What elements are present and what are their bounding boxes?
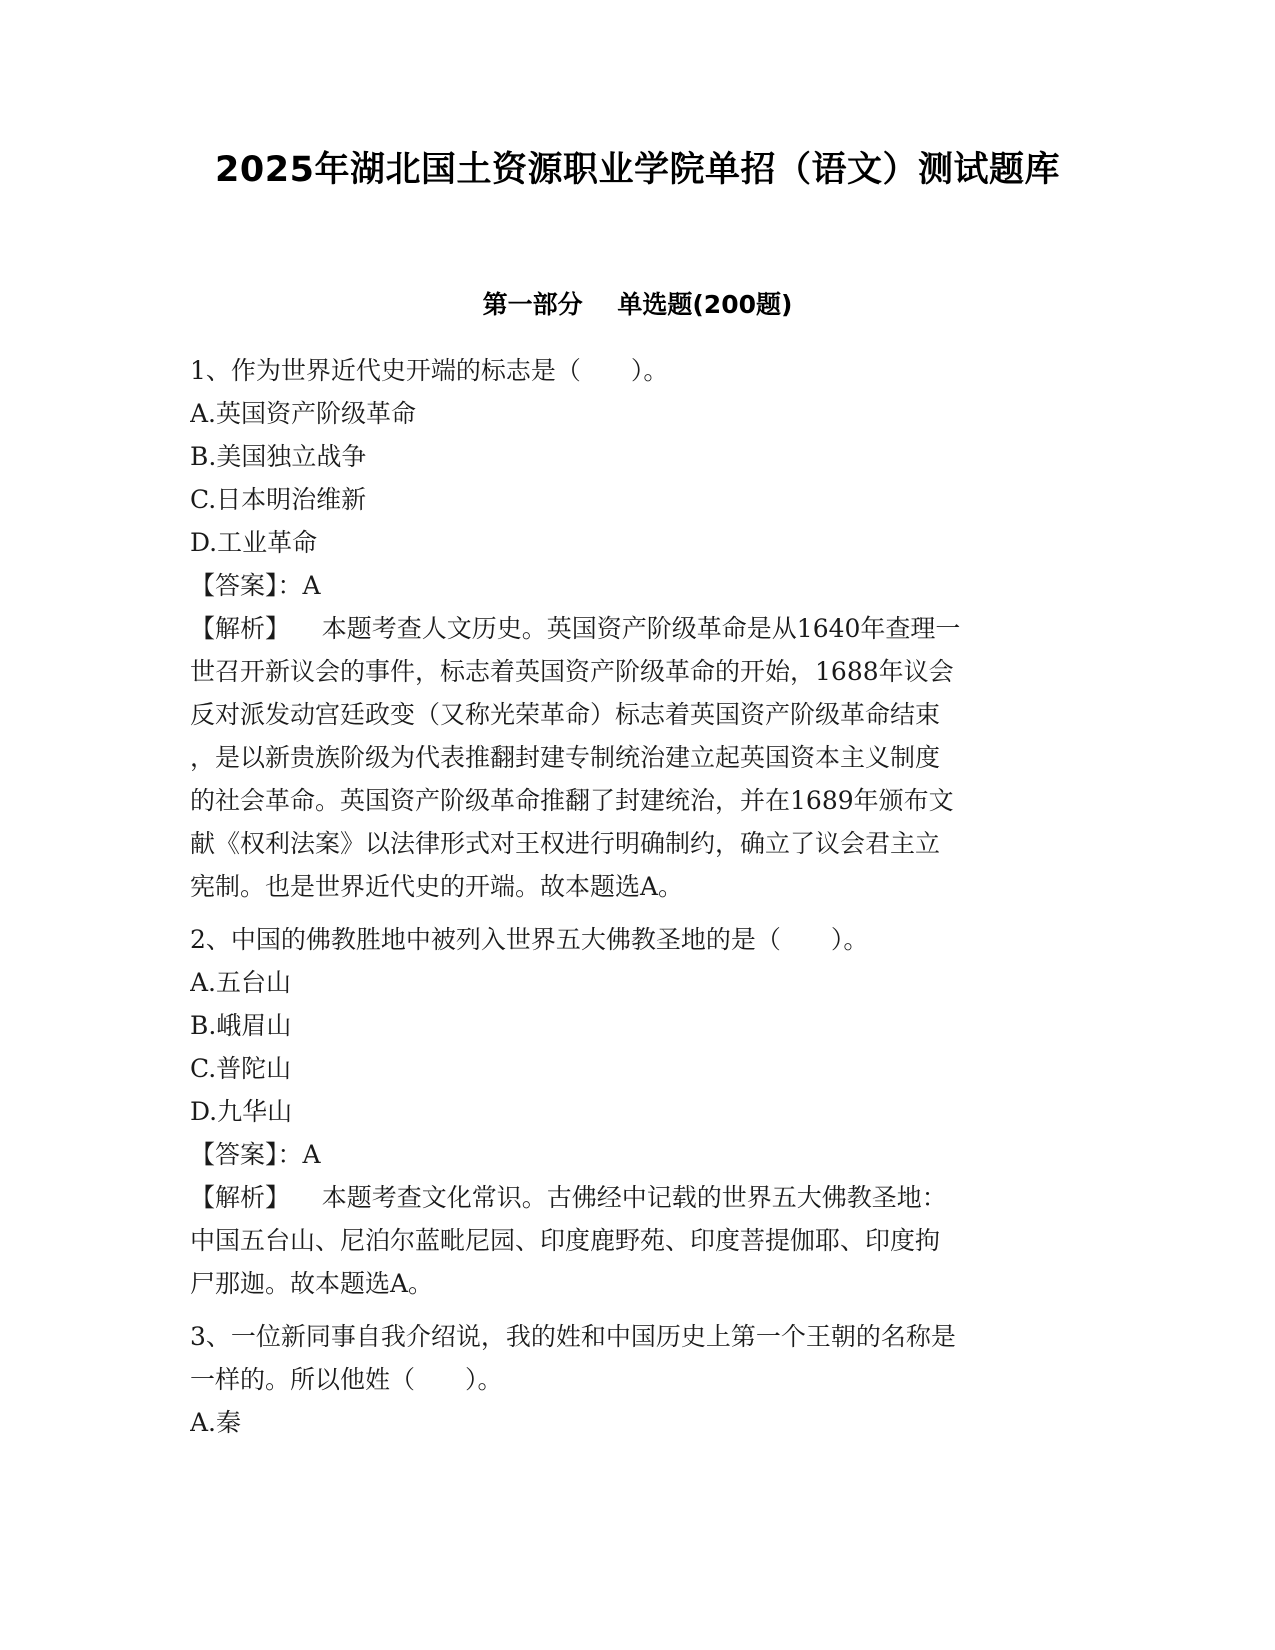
option-a: A.秦 [190, 1408, 242, 1437]
question-list [190, 349, 1085, 1444]
option-b: B.美国独立战争 [190, 442, 367, 471]
explanation-text: 本题考查文化常识。古佛经中记载的世界五大佛教圣地： [290, 1183, 947, 1212]
answer-value: ：A [277, 1140, 321, 1169]
option-a: A.英国资产阶级革命 [190, 399, 417, 428]
answer-value: ：A [277, 571, 321, 600]
answer-line [190, 564, 1085, 607]
answer-label: 【答案】 [190, 571, 278, 600]
explanation-text: 世召开新议会的事件，标志着英国资产阶级革命的开始，1688年议会 [190, 657, 954, 686]
explanation-text: 献《权利法案》以法律形式对王权进行明确制约，确立了议会君主立 [190, 829, 941, 858]
question-2 [190, 918, 1085, 1305]
question-1 [190, 349, 1085, 908]
option-b: B.峨眉山 [190, 1011, 292, 1040]
explanation-text: 中国五台山、尼泊尔蓝毗尼园、印度鹿野苑、印度菩提伽耶、印度拘 [190, 1226, 941, 1255]
document-title: 2025年湖北国土资源职业学院单招（语文）测试题库 [215, 150, 1060, 190]
option-d: D.工业革命 [190, 528, 318, 557]
answer-label: 【答案】 [190, 1140, 278, 1169]
question-stem: 2、中国的佛教胜地中被列入世界五大佛教圣地的是（ ）。 [190, 925, 869, 954]
question-spacer [190, 1305, 1085, 1315]
question-stem: 1、作为世界近代史开端的标志是（ ）。 [190, 356, 669, 385]
option-a: A.五台山 [190, 968, 292, 997]
explanation-text: 的社会革命。英国资产阶级革命推翻了封建统治，并在1689年颁布文 [190, 786, 954, 815]
explanation-label: 【解析】 [190, 614, 291, 643]
explanation-line [190, 1176, 1085, 1219]
explanation-text: 反对派发动宫廷政变（又称光荣革命）标志着英国资产阶级革命结束 [190, 700, 941, 729]
question-3 [190, 1315, 1085, 1444]
question-spacer [190, 908, 1085, 918]
explanation-text: 宪制。也是世界近代史的开端。故本题选A。 [190, 872, 684, 901]
explanation-text: 本题考查人文历史。英国资产阶级革命是从1640年查理一 [290, 614, 961, 643]
explanation-line [190, 607, 1085, 650]
section-title: 第一部分 单选题(200题) [482, 290, 793, 319]
option-c: C.日本明治维新 [190, 485, 367, 514]
answer-line [190, 1133, 1085, 1176]
question-stem: 一样的。所以他姓（ ）。 [190, 1365, 503, 1394]
option-d: D.九华山 [190, 1097, 293, 1126]
explanation-label: 【解析】 [190, 1183, 291, 1212]
explanation-text: 尸那迦。故本题选A。 [190, 1269, 434, 1298]
question-stem: 3、一位新同事自我介绍说，我的姓和中国历史上第一个王朝的名称是 [190, 1322, 956, 1351]
option-c: C.普陀山 [190, 1054, 292, 1083]
explanation-text: ，是以新贵族阶级为代表推翻封建专制统治建立起英国资本主义制度 [190, 743, 941, 772]
